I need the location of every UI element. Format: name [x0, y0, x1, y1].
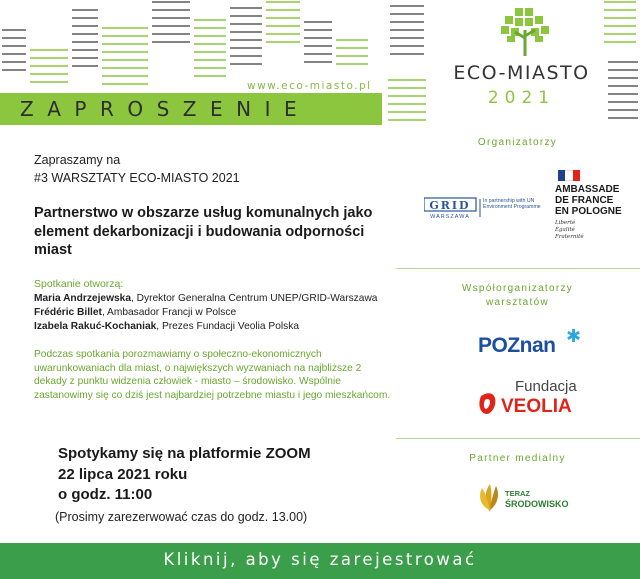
french-flag-icon: [558, 170, 580, 181]
motto-line: Liberté: [555, 220, 576, 226]
grid-logo-text: GRID: [429, 199, 471, 212]
opener-name: Maria Andrzejewska: [34, 293, 132, 304]
divider: [396, 268, 640, 269]
website-url[interactable]: www.eco-miasto.pl: [247, 80, 372, 92]
opener-role: , Dyrektor Generalna Centrum UNEP/GRID-Warszawa: [131, 293, 378, 304]
opener-item: [34, 292, 377, 306]
openers-list: [34, 292, 377, 334]
meeting-platform: Spotykamy się na platformie ZOOM: [58, 445, 311, 462]
media-partner-heading: Partner medialny: [469, 453, 566, 464]
workshop-description: Podczas spotkania porozmawiamy o społeczno-ekonomicznych uwarunkowaniach dla miast, o największych wyzwaniach na najbliższe 2 dekady z punktu widzenia człowiek - miasto – środowisko. Wspólnie zastanowimy się co dziś jest najbardziej potrzebne miastu i jego mieszkańcom.: [34, 349, 391, 401]
teraz-srodowisko-logo[interactable]: [476, 480, 596, 516]
opener-item: [34, 306, 377, 320]
eco-miasto-logo-year: 2021: [487, 88, 556, 108]
register-button[interactable]: [0, 543, 640, 579]
motto-line: Égalité: [555, 227, 575, 233]
fundacja-label: Fundacja: [515, 378, 577, 395]
coorganizers-heading: [395, 282, 640, 310]
banner-title: ZAPROSZENIE: [20, 97, 311, 121]
opener-name: Izabela Rakuć-Kochaniak: [34, 321, 157, 332]
coorganizers-heading-line2: warsztatów: [485, 297, 549, 308]
srodowisko-text: ŚRODOWISKO: [505, 499, 569, 509]
ambassade-line: DE FRANCE: [555, 195, 614, 206]
reserve-note: (Prosimy zarezerwować czas do godz. 13.00): [55, 510, 308, 524]
ambassade-motto: [555, 220, 640, 241]
ambassade-line: EN POLOGNE: [555, 206, 622, 217]
intro-line-invite: Zapraszamy na: [34, 153, 121, 167]
meeting-time: o godz. 11:00: [58, 486, 153, 503]
register-button-label: Kliknij, aby się zarejestrować: [163, 550, 477, 569]
grid-warszawa-logo[interactable]: [424, 197, 542, 219]
meeting-date: 22 lipca 2021 roku: [58, 465, 188, 483]
tree-logo-icon: [497, 6, 553, 58]
organizers-heading: Organizatorzy: [477, 137, 558, 148]
divider: [396, 438, 640, 439]
workshop-topic: Partnerstwo w obszarze usług komunalnych jako element dekarbonizacji i budowania odporności miast: [34, 205, 373, 258]
openers-heading: Spotkanie otworzą:: [34, 278, 124, 290]
teraz-text: TERAZ: [505, 489, 530, 498]
veolia-text: VEOLIA: [501, 396, 572, 416]
grid-logo-sub: WARSZAWA: [430, 214, 470, 219]
eco-miasto-logo-title: ECO-MIASTO: [453, 62, 590, 84]
intro-text: [34, 151, 240, 187]
poznan-star-icon: ✱: [566, 326, 582, 346]
veolia-logo[interactable]: [477, 392, 597, 416]
opener-role: , Prezes Fundacji Veolia Polska: [156, 321, 299, 332]
grid-logo-partner: In partnership with UN Environment Programme: [483, 198, 541, 210]
intro-line-event: #3 WARSZTATY ECO-MIASTO 2021: [34, 171, 240, 185]
opener-name: Frédéric Billet: [34, 307, 102, 318]
ambassade-logo[interactable]: [555, 170, 640, 241]
decorative-stripes: [0, 0, 370, 90]
ambassade-line: AMBASSADE: [555, 184, 620, 195]
poznan-logo[interactable]: POZnan: [478, 334, 556, 357]
motto-line: Fraternité: [555, 234, 584, 240]
coorganizers-heading-line1: Współorganizatorzy: [461, 283, 574, 294]
opener-role: , Ambasador Francji w Polsce: [101, 307, 237, 318]
ambassade-name: [555, 184, 640, 217]
meeting-details: [58, 444, 311, 506]
invitation-banner: [0, 93, 382, 125]
opener-item: [34, 320, 377, 334]
